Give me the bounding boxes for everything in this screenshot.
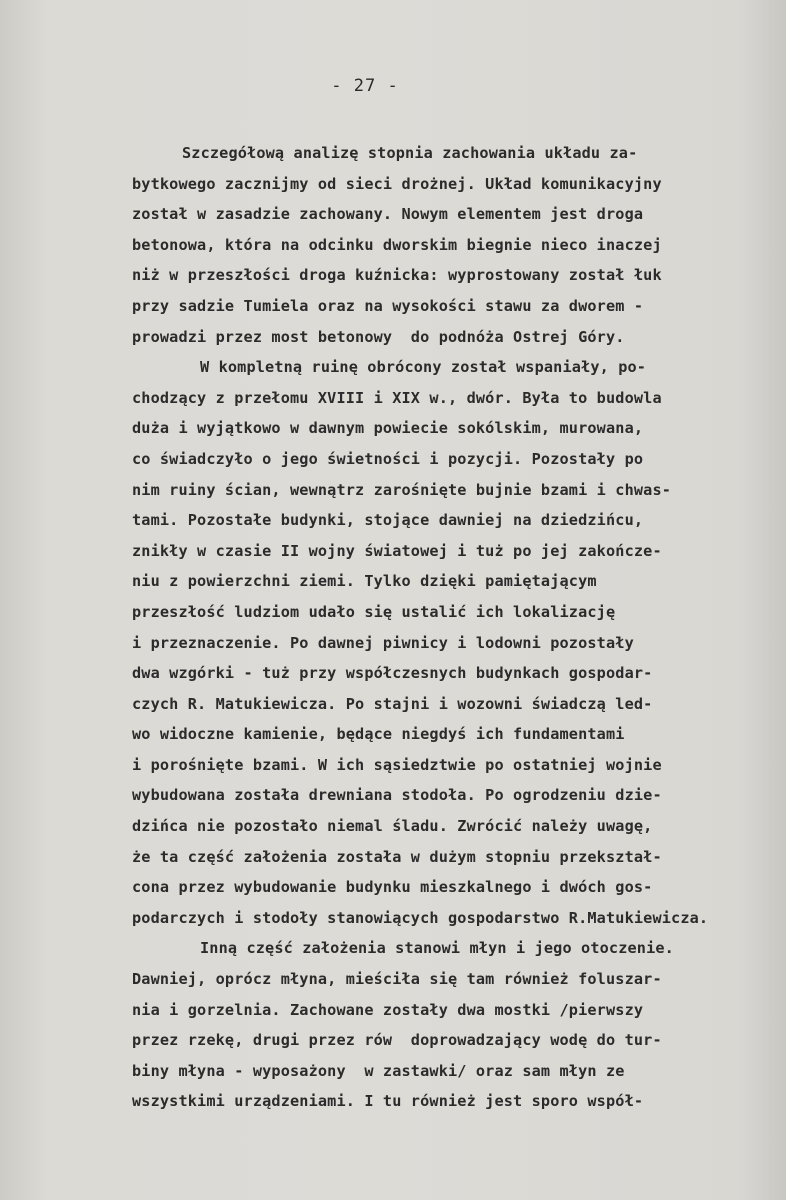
text-line: nia i gorzelnia. Zachowane zostały dwa mostki /pierwszy bbox=[132, 1000, 644, 1019]
text-line: cona przez wybudowanie budynku mieszkalnego i dwóch gos- bbox=[132, 878, 653, 897]
text-line: wszystkimi urządzeniami. I tu również jest sporo współ- bbox=[132, 1092, 644, 1111]
text-line: przy sadzie Tumiela oraz na wysokości stawu za dworem - bbox=[132, 296, 644, 315]
text-line: przeszłość ludziom udało się ustalić ich lokalizację bbox=[132, 602, 616, 621]
text-line: czych R. Matukiewicza. Po stajni i wozowni świadczą led- bbox=[132, 694, 653, 713]
text-line: tami. Pozostałe budynki, stojące dawniej na dziedzińcu, bbox=[132, 511, 644, 530]
text-line: Inną część założenia stanowi młyn i jego otoczenie. bbox=[200, 939, 674, 958]
text-line: prowadzi przez most betonowy do podnóża Ostrej Góry. bbox=[132, 327, 625, 346]
body-text bbox=[120, 138, 770, 1117]
text-line: betonowa, która na odcinku dworskim biegnie nieco inaczej bbox=[132, 235, 662, 254]
text-line: duża i wyjątkowo w dawnym powiecie sokólskim, murowana, bbox=[132, 419, 644, 438]
text-line: nim ruiny ścian, wewnątrz zarośnięte bujnie bzami i chwas- bbox=[132, 480, 672, 499]
text-line: co świadczyło o jego świetności i pozycji. Pozostały po bbox=[132, 449, 644, 468]
text-line: że ta część założenia została w dużym stopniu przekształ- bbox=[132, 847, 662, 866]
text-line: został w zasadzie zachowany. Nowym elementem jest droga bbox=[132, 205, 644, 224]
text-line: niż w przeszłości droga kuźnicka: wyprostowany został łuk bbox=[132, 266, 662, 285]
text-line: niu z powierzchni ziemi. Tylko dzięki pamiętającym bbox=[132, 572, 597, 591]
page-number: - 27 - bbox=[331, 76, 399, 96]
text-line: wo widoczne kamienie, będące niegdyś ich fundamentami bbox=[132, 725, 625, 744]
text-line: znikły w czasie II wojny światowej i tuż po jej zakończe- bbox=[132, 541, 662, 560]
text-line: podarczych i stodoły stanowiących gospodarstwo R.Matukiewicza. bbox=[132, 908, 709, 927]
text-line: biny młyna - wyposażony w zastawki/ oraz sam młyn ze bbox=[132, 1061, 625, 1080]
text-line: wybudowana została drewniana stodoła. Po ogrodzeniu dzie- bbox=[132, 786, 662, 805]
text-line: Szczegółową analizę stopnia zachowania układu za- bbox=[182, 144, 638, 162]
text-line: chodzący z przełomu XVIII i XIX w., dwór. Była to budowla bbox=[132, 388, 662, 407]
text-line: dzińca nie pozostało niemal śladu. Zwrócić należy uwagę, bbox=[132, 817, 653, 836]
text-line: bytkowego zacznijmy od sieci drożnej. Układ komunikacyjny bbox=[132, 174, 662, 193]
text-line: i przeznaczenie. Po dawnej piwnicy i lodowni pozostały bbox=[132, 633, 634, 652]
text-line: Dawniej, oprócz młyna, mieściła się tam również foluszar- bbox=[132, 970, 662, 989]
text-line: dwa wzgórki - tuż przy współczesnych budynkach gospodar- bbox=[132, 664, 653, 683]
text-line: i porośnięte bzami. W ich sąsiedztwie po ostatniej wojnie bbox=[132, 755, 662, 774]
text-line: przez rzekę, drugi przez rów doprowadzający wodę do tur- bbox=[132, 1031, 662, 1050]
text-line: W kompletną ruinę obrócony został wspaniały, po- bbox=[200, 358, 647, 377]
